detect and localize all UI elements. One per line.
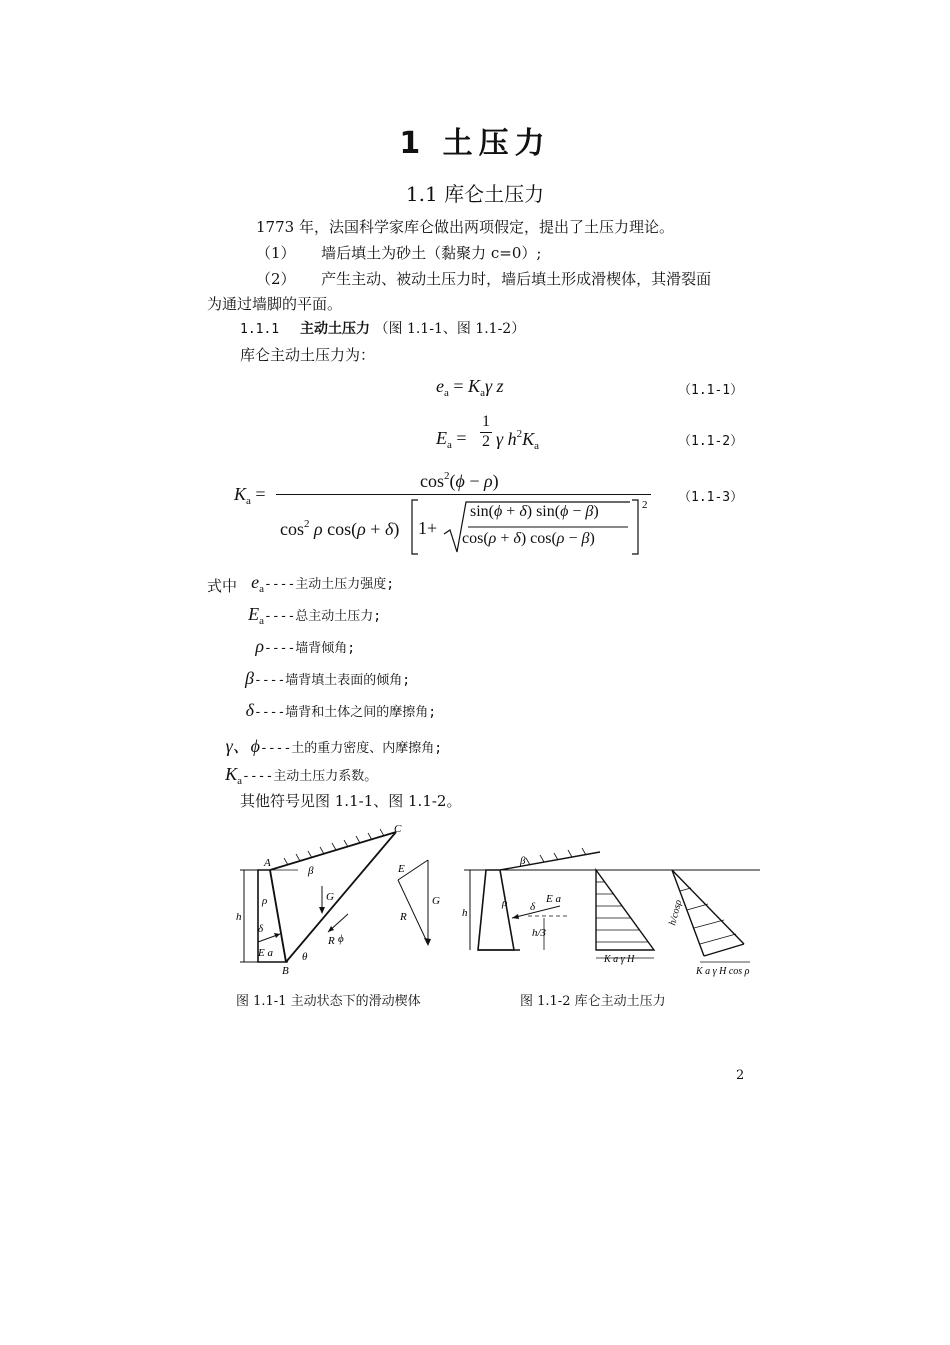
- fig1-label-R2: R: [400, 911, 407, 923]
- fig1-label-B: B: [282, 965, 289, 977]
- fig1-label-R: R: [328, 935, 335, 947]
- section-title: 1.1 库仑土压力: [405, 182, 545, 206]
- fig2-label-h: h: [462, 907, 468, 919]
- fig1-label-G: G: [326, 891, 334, 903]
- definition-symbol: β: [245, 668, 254, 688]
- assumption-2-text: 产生主动、被动土压力时，墙后填土形成滑楔体，其滑裂面: [321, 270, 712, 288]
- fig2-label-base1: K a γ H: [604, 954, 635, 965]
- fig1-label-delta: δ: [258, 923, 264, 935]
- other-symbols-note: 其他符号见图 1.1-1、图 1.1-2。: [240, 792, 462, 810]
- subsection-title: 主动土压力: [300, 321, 371, 337]
- definition-text: ----总主动土压力;: [264, 609, 382, 624]
- equation-2-number: （1.1-2）: [678, 434, 744, 449]
- fig1-label-phi: ϕ: [338, 933, 344, 945]
- fig2-label-base2: K a γ H cos ρ: [696, 966, 750, 977]
- assumption-2: [256, 268, 711, 289]
- equation-1: $e_a = K_a\gamma$ z: [436, 376, 504, 399]
- definition-row: [190, 764, 377, 787]
- equation-3-inner-denominator: cos(ρ + δ) cos(ρ − β): [462, 530, 595, 547]
- figure-1-1-2-pressure-distribution: [460, 846, 770, 978]
- equation-3-numerator: $\cos^2(\phi - \rho)$: [420, 470, 499, 491]
- definition-row: [212, 604, 381, 627]
- page-number: 2: [736, 1068, 745, 1083]
- equation-3-fraction-bar: [276, 494, 651, 495]
- equation-3-denominator-left: $\cos^2 \rho$ cos(ρ + δ): [280, 518, 400, 539]
- chapter-title: 1 土压力: [399, 126, 551, 161]
- equation-2: $E_a$ =: [436, 428, 467, 451]
- equation-2-rest: γ $h^2K_a$: [496, 428, 539, 452]
- definition-text: ----墙背填土表面的倾角;: [254, 673, 411, 688]
- definition-row: [212, 572, 394, 595]
- definition-symbol: $e_a$: [251, 572, 264, 595]
- definition-symbol: δ: [245, 700, 254, 720]
- definition-symbol: γ、ϕ: [225, 736, 260, 756]
- fig2-label-beta: β: [520, 855, 526, 867]
- figure-2-caption: 图 1.1-2 库仑主动土压力: [520, 994, 666, 1009]
- assumption-1-text: 墙后填土为砂土（黏聚力 c=0）;: [321, 244, 542, 262]
- definition-row: [216, 732, 442, 758]
- definition-symbol: $E_a$: [248, 604, 264, 627]
- fig1-label-rho: ρ: [262, 895, 268, 907]
- fig1-label-A: A: [264, 857, 271, 869]
- definition-text: ----墙背倾角;: [264, 641, 356, 656]
- figure-1-1-sliding-wedge: [228, 822, 458, 980]
- definition-text: ----主动土压力强度;: [264, 577, 395, 592]
- fig1-label-E: E: [398, 863, 405, 875]
- definition-symbol: $K_a$: [225, 764, 242, 787]
- fig1-label-C: C: [394, 823, 402, 835]
- intro-paragraph: 1773 年，法国科学家库仑做出两项假定，提出了土压力理论。: [256, 218, 674, 236]
- fig2-label-Ea: E a: [546, 893, 561, 905]
- equation-3-inner-numerator: sin(ϕ + δ) sin(ϕ − β): [470, 503, 599, 520]
- definition-row: [212, 636, 355, 657]
- assumption-2-continued: 为通过墙脚的平面。: [207, 295, 343, 313]
- subsection-heading: [240, 318, 525, 338]
- fig1-label-beta: β: [308, 865, 314, 877]
- fig1-label-h: h: [236, 911, 242, 923]
- definition-row: [202, 668, 410, 689]
- svg-text:2: 2: [642, 499, 648, 511]
- fig2-label-side: h/cosρ: [667, 898, 685, 927]
- subsection-number: 1.1.1: [240, 322, 280, 337]
- definition-text: ----土的重力密度、内摩擦角;: [260, 741, 443, 756]
- assumption-1: [256, 242, 541, 263]
- where-label: 式中: [207, 577, 238, 595]
- lead-text: 库仑主动土压力为：: [240, 346, 376, 364]
- equation-3-lhs: $K_a$ =: [234, 484, 266, 507]
- fig1-label-G2: G: [432, 895, 440, 907]
- equation-2-fraction: 1 2: [482, 413, 490, 450]
- definition-text: ----主动土压力系数。: [242, 769, 378, 784]
- figure-1-caption: 图 1.1-1 主动状态下的滑动楔体: [236, 994, 421, 1009]
- fig1-label-theta: θ: [302, 951, 308, 963]
- fig1-label-Ea: E a: [258, 947, 273, 959]
- definition-row: [202, 700, 436, 721]
- assumption-1-number: （1）: [256, 244, 296, 262]
- equation-1-number: （1.1-1）: [678, 383, 744, 398]
- definition-text: ----墙背和土体之间的摩擦角;: [254, 705, 437, 720]
- fig2-label-rho: ρ: [502, 897, 508, 909]
- equation-3-one-plus: 1+: [418, 518, 438, 538]
- definition-symbol: ρ: [255, 636, 264, 656]
- equation-3-number: （1.1-3）: [678, 490, 744, 505]
- fig2-label-h3: h/3: [532, 927, 547, 939]
- subsection-figure-ref: （图 1.1-1、图 1.1-2）: [374, 321, 526, 337]
- fig2-label-delta: δ: [530, 901, 536, 913]
- assumption-2-number: （2）: [256, 270, 296, 288]
